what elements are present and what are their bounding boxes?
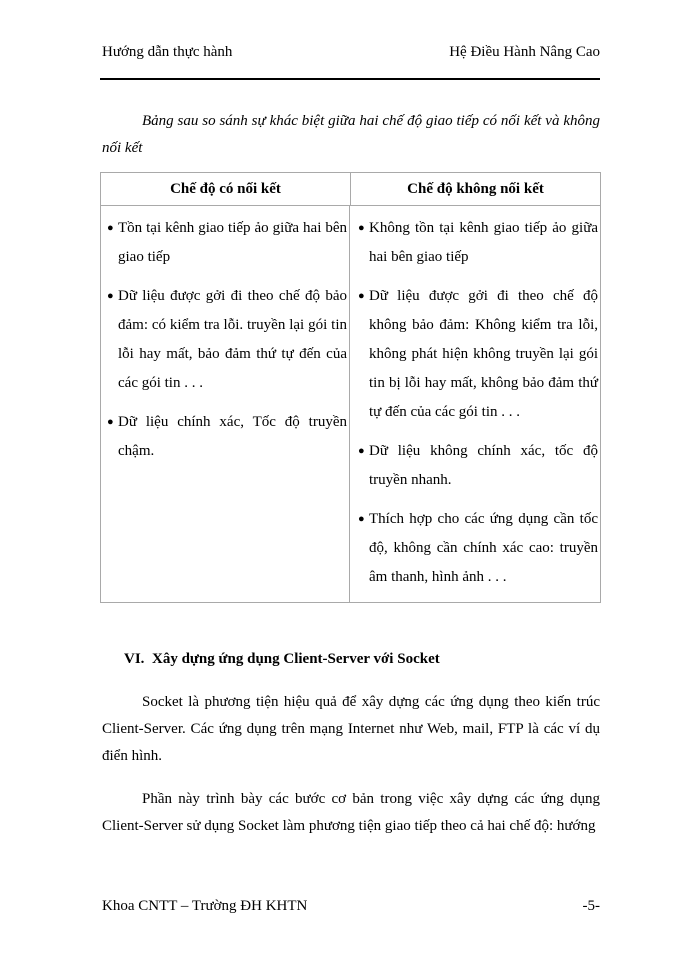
table-header-connected: Chế độ có nối kết <box>170 180 281 197</box>
list-item <box>107 214 347 272</box>
section-heading <box>124 651 440 668</box>
list-item-text: Dữ liệu được gởi đi theo chế độ bảo đảm: có kiểm tra lỗi. truyền lại gói tin lỗi hay mất, bảo đảm thứ tự đến của các gói tin . . . <box>118 288 347 391</box>
list-item-text: Tồn tại kênh giao tiếp ảo giữa hai bên giao tiếp <box>118 220 347 265</box>
bullet-icon: ● <box>107 290 114 302</box>
bullet-icon: ● <box>358 513 365 525</box>
header-divider <box>100 78 600 80</box>
bullet-icon: ● <box>358 445 365 457</box>
bullet-icon: ● <box>358 290 365 302</box>
footer-left: Khoa CNTT – Trường ĐH KHTN <box>102 898 308 914</box>
list-item <box>107 408 347 466</box>
list-item <box>358 214 598 272</box>
page-footer <box>102 898 600 915</box>
section-title: Xây dựng ứng dụng Client-Server với Socket <box>152 651 440 667</box>
list-item <box>107 282 347 398</box>
header-left-title: Hướng dẫn thực hành <box>102 44 233 60</box>
bullet-icon: ● <box>358 222 365 234</box>
list-item-text: Dữ liệu được gởi đi theo chế độ không bảo đảm: Không kiểm tra lỗi, không phát hiện không truyền lại gói tin bị lỗi hay mất, không bảo đảm thứ tự đến của các gói tin . . . <box>369 288 598 420</box>
list-item <box>358 437 598 495</box>
list-item <box>358 505 598 592</box>
list-item-text: Không tồn tại kênh giao tiếp ảo giữa hai bên giao tiếp <box>369 220 598 265</box>
list-item-text: Dữ liệu chính xác, Tốc độ truyền chậm. <box>118 414 347 459</box>
page-header <box>102 44 600 61</box>
bullet-icon: ● <box>107 222 114 234</box>
list-item-text: Thích hợp cho các ứng dụng cần tốc độ, không cần chính xác cao: truyền âm thanh, hình ảnh . . . <box>369 511 598 585</box>
table-header-row <box>101 173 600 206</box>
list-item <box>358 282 598 427</box>
comparison-table <box>100 172 601 603</box>
table-header-connectionless: Chế độ không nối kết <box>350 173 600 205</box>
table-body <box>101 206 600 602</box>
body-paragraph-1: Socket là phương tiện hiệu quả để xây dựng các ứng dụng theo kiến trúc Client-Server. Các ứng dụng trên mạng Internet như Web, mail, FTP là các ví dụ điển hình. <box>102 694 600 764</box>
intro-paragraph: Bảng sau so sánh sự khác biệt giữa hai chế độ giao tiếp có nối kết và không nối kết <box>102 113 600 156</box>
connectionless-column <box>349 206 600 602</box>
bullet-icon: ● <box>107 416 114 428</box>
body-paragraph-2: Phần này trình bày các bước cơ bản trong việc xây dựng các ứng dụng Client-Server sử dụng Socket làm phương tiện giao tiếp theo cả hai chế độ: hướng <box>102 791 600 834</box>
section-number: VI. <box>124 651 145 667</box>
page-number: -5- <box>582 898 600 914</box>
list-item-text: Dữ liệu không chính xác, tốc độ truyền nhanh. <box>369 443 598 488</box>
connected-column <box>101 206 349 602</box>
header-right-title: Hệ Điều Hành Nâng Cao <box>449 44 600 60</box>
